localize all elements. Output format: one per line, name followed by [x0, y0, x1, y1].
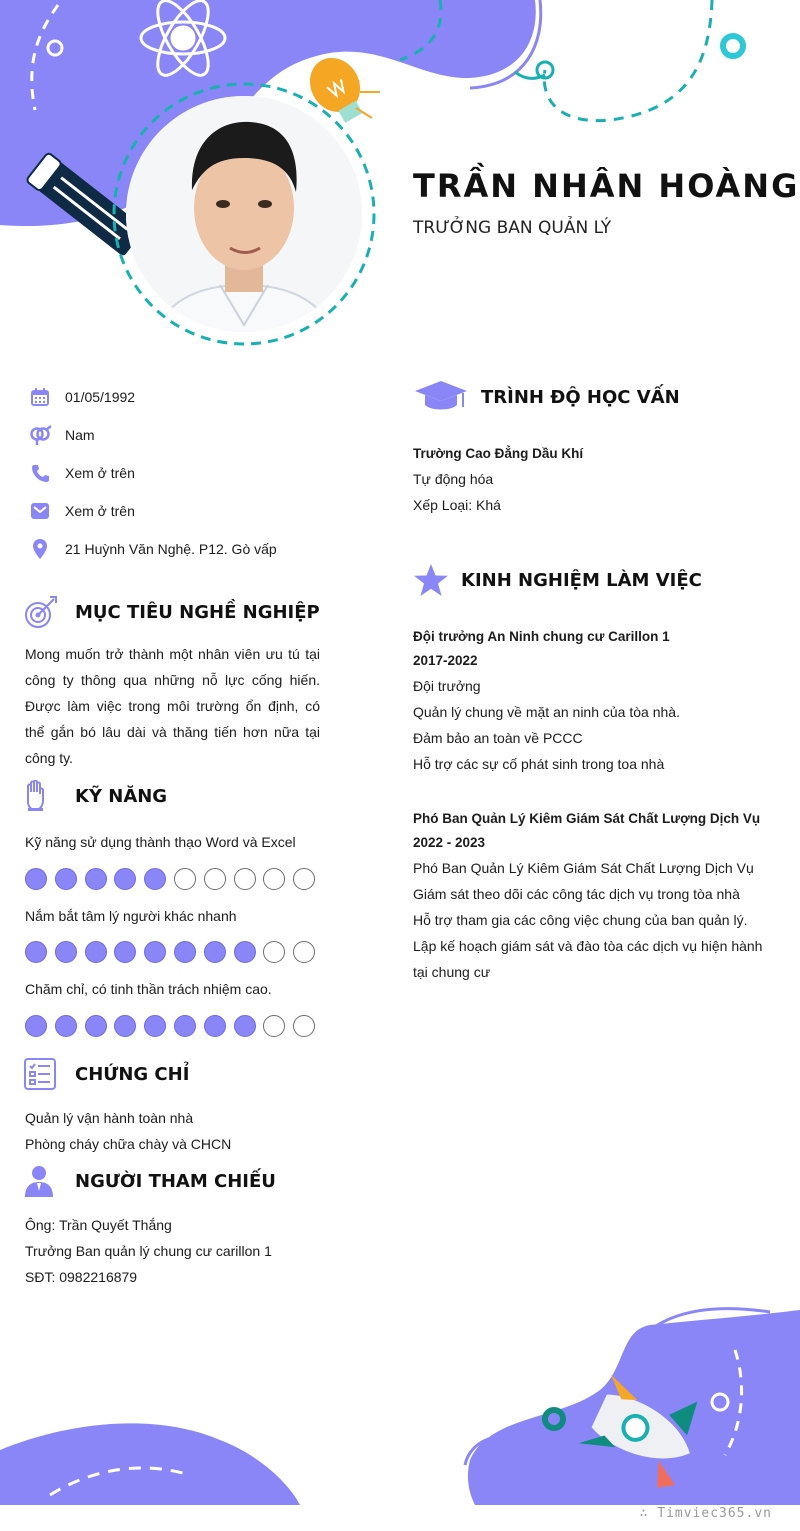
job-detail: Lập kế hoạch giám sát và đào tòa các dịch vụ hiện hành	[413, 938, 763, 954]
contact-email	[28, 499, 135, 523]
contact-text: 01/05/1992	[65, 389, 136, 405]
profile-photo	[110, 80, 378, 348]
certificate-item: Quản lý vận hành toàn nhà	[25, 1110, 194, 1126]
watermark: ∴ Timviec365.vn	[639, 1506, 772, 1521]
rating-dot-filled	[204, 941, 226, 963]
rating-dot-empty	[174, 868, 196, 890]
rating-dot-filled	[144, 941, 166, 963]
rating-dot-filled	[25, 941, 47, 963]
experience-heading	[413, 563, 702, 597]
rating-dot-filled	[204, 1015, 226, 1037]
rating-dot-filled	[55, 941, 77, 963]
reference-line: Trưởng Ban quản lý chung cư carillon 1	[25, 1243, 272, 1259]
job-period: 2017-2022	[413, 653, 478, 668]
rating-dot-empty	[234, 868, 256, 890]
contact-birthdate	[28, 385, 135, 409]
rating-dot-empty	[263, 868, 285, 890]
calendar-icon	[28, 385, 52, 409]
job-detail: Hỗ trợ các sự cố phát sinh trong toa nhà	[413, 756, 665, 772]
job-detail: Đội trưởng	[413, 678, 481, 694]
rating-dot-filled	[85, 941, 107, 963]
education-grade: Xếp Loại: Khá	[413, 497, 501, 513]
section-title: NGƯỜI THAM CHIẾU	[75, 1170, 276, 1192]
objective-heading	[24, 595, 320, 629]
footer-blob-decoration	[0, 1290, 800, 1510]
rating-dot-filled	[114, 941, 136, 963]
skill-name: Chăm chỉ, có tinh thần trách nhiệm cao.	[25, 981, 272, 997]
section-title: KỸ NĂNG	[75, 785, 168, 807]
email-icon	[28, 499, 52, 523]
education-heading	[413, 379, 680, 415]
contact-text: Xem ở trên	[65, 503, 135, 519]
education-school: Trường Cao Đẳng Dầu Khí	[413, 446, 584, 461]
contact-text: 21 Huỳnh Văn Nghệ. P12. Gò vấp	[65, 541, 277, 557]
contact-text: Xem ở trên	[65, 465, 135, 481]
rating-dot-filled	[25, 868, 47, 890]
contact-phone	[28, 461, 135, 485]
skill-name: Nắm bắt tâm lý người khác nhanh	[25, 908, 237, 924]
rating-dot-filled	[55, 868, 77, 890]
profile-photo-frame	[110, 80, 378, 348]
section-title: CHỨNG CHỈ	[75, 1063, 190, 1085]
job-position: Phó Ban Quản Lý Kiêm Giám Sát Chất Lượng Dịch Vụ	[413, 811, 761, 826]
reference-line: SĐT: 0982216879	[25, 1269, 138, 1285]
job-position: Đội trưởng An Ninh chung cư Carillon 1	[413, 629, 670, 644]
skill-rating	[25, 868, 323, 890]
rating-dot-filled	[144, 868, 166, 890]
candidate-job-title: TRƯỞNG BAN QUẢN LÝ	[413, 218, 612, 238]
rating-dot-filled	[85, 1015, 107, 1037]
rating-dot-filled	[234, 941, 256, 963]
section-title: KINH NGHIỆM LÀM VIỆC	[461, 569, 702, 591]
certificates-heading	[24, 1058, 189, 1090]
references-heading	[24, 1165, 276, 1197]
target-icon	[24, 595, 58, 629]
job-detail: Quản lý chung về mặt an ninh của tòa nhà.	[413, 704, 680, 720]
job-detail: Giám sát theo dõi các công tác dịch vụ trong tòa nhà	[413, 886, 740, 902]
certificate-item: Phòng cháy chữa chày và CHCN	[25, 1136, 232, 1152]
section-title: TRÌNH ĐỘ HỌC VẤN	[481, 386, 680, 408]
rating-dot-empty	[293, 941, 315, 963]
reference-line: Ông: Trần Quyết Thắng	[25, 1217, 172, 1233]
rating-dot-empty	[263, 1015, 285, 1037]
person-icon	[24, 1165, 54, 1197]
rating-dot-empty	[293, 868, 315, 890]
rating-dot-filled	[144, 1015, 166, 1037]
rating-dot-filled	[85, 868, 107, 890]
checklist-icon	[24, 1058, 56, 1090]
rating-dot-filled	[234, 1015, 256, 1037]
contact-gender	[28, 423, 95, 447]
contact-text: Nam	[65, 427, 95, 443]
job-detail: Hỗ trợ tham gia các công việc chung của ban quản lý.	[413, 912, 748, 928]
job-period: 2022 - 2023	[413, 835, 486, 850]
location-pin-icon	[28, 537, 52, 561]
star-icon	[413, 563, 449, 597]
job-detail: Phó Ban Quản Lý Kiêm Giám Sát Chất Lượng Dịch Vụ	[413, 860, 754, 876]
rating-dot-empty	[263, 941, 285, 963]
job-detail: Đảm bảo an toàn về PCCC	[413, 730, 583, 746]
graduation-cap-icon	[413, 379, 469, 415]
gender-icon	[28, 423, 52, 447]
rating-dot-filled	[25, 1015, 47, 1037]
phone-icon	[28, 461, 52, 485]
job-detail: tại chung cư	[413, 964, 491, 980]
objective-text: Mong muốn trở thành một nhân viên ưu tú tại công ty thông qua những nỗ lực cống hiến. Được làm việc trong môi trường ổn định, có thể gắn bó lâu dài và thăng tiến hơn nữa tại công ty.	[25, 646, 320, 766]
rating-dot-filled	[174, 941, 196, 963]
rating-dot-filled	[114, 1015, 136, 1037]
rating-dot-empty	[204, 868, 226, 890]
skill-rating	[25, 941, 323, 963]
rating-dot-empty	[293, 1015, 315, 1037]
contact-address	[28, 537, 277, 561]
skill-rating	[25, 1015, 323, 1037]
skill-name: Kỹ năng sử dụng thành thạo Word và Excel	[25, 834, 296, 850]
education-major: Tự động hóa	[413, 471, 494, 487]
rating-dot-filled	[174, 1015, 196, 1037]
hand-icon	[24, 780, 48, 812]
section-title: MỤC TIÊU NGHỀ NGHIỆP	[75, 601, 320, 623]
rating-dot-filled	[55, 1015, 77, 1037]
candidate-name: TRẦN NHÂN HOÀNG	[413, 167, 800, 205]
rating-dot-filled	[114, 868, 136, 890]
skills-heading	[24, 780, 167, 812]
